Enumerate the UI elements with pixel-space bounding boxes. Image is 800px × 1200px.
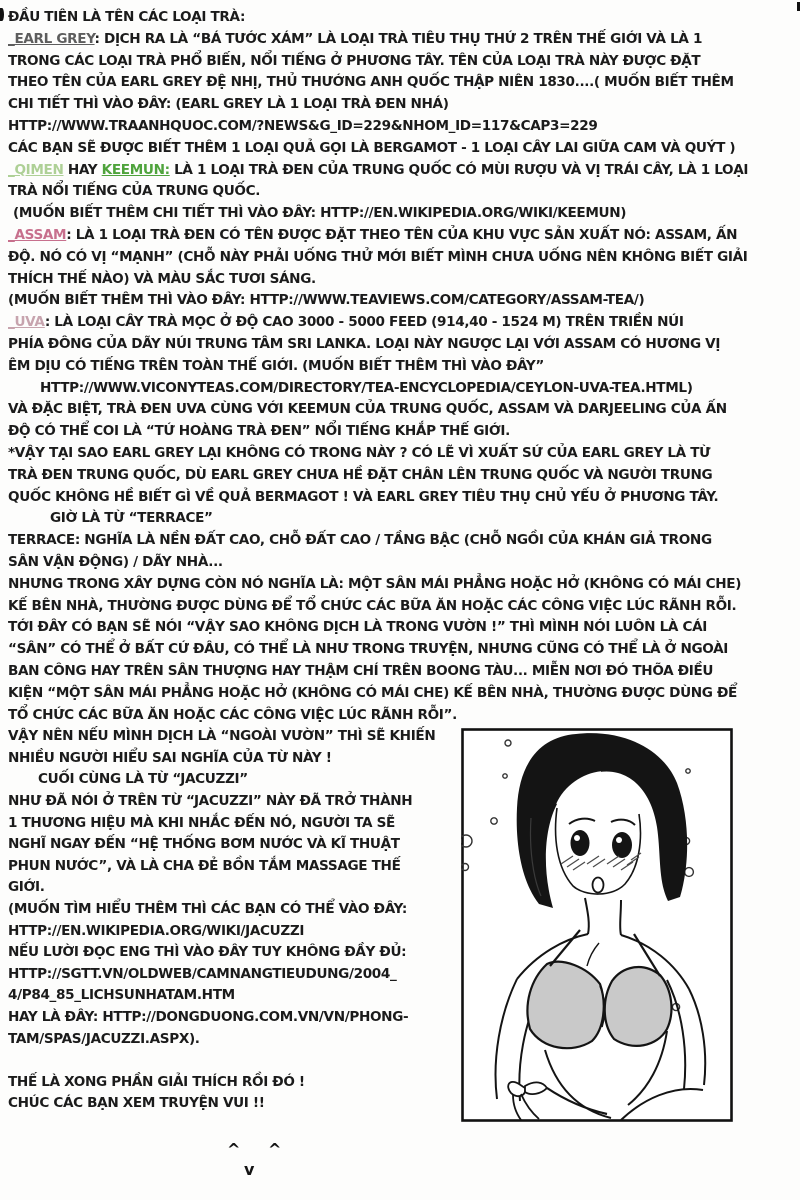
text-segment: 4/P84_85_LICHSUNHATAM.HTM xyxy=(8,987,235,1004)
text-segment: NGHĨ NGAY ĐẾN “HỆ THỐNG BƠM NƯỚC VÀ KĨ THUẬT xyxy=(8,836,400,853)
text-line xyxy=(8,72,792,94)
text-line xyxy=(8,334,792,356)
text-line xyxy=(8,138,792,160)
text-segment: THẾ LÀ XONG PHẦN GIẢI THÍCH RỒI ĐÓ ! xyxy=(8,1073,305,1090)
vee-mark: v xyxy=(244,1160,255,1180)
text-line xyxy=(8,899,453,921)
tea-name-label: _ASSAM xyxy=(8,226,67,243)
text-segment: HTTP://SGTT.VN/OLDWEB/CAMNANGTIEUDUNG/2004_ xyxy=(8,965,397,982)
text-segment: ÊM DỊU CÓ TIẾNG TRÊN TOÀN THẾ GIỚI. (MUỐN BIẾT THÊM THÌ VÀO ĐÂY” xyxy=(8,357,544,374)
section-a-lines xyxy=(8,7,792,726)
caret-right: ^ xyxy=(268,1140,282,1160)
text-segment: “SÂN” CÓ THỂ Ở BẤT CỨ ĐÂU, CÓ THỂ LÀ NHƯ TRONG TRUYỆN, NHƯNG CŨNG CÓ THỂ LÀ Ở NGOÀI xyxy=(8,641,729,658)
text-line xyxy=(8,617,792,639)
text-segment: TỚI ĐÂY CÓ BẠN SẼ NÓI “VẬY SAO KHÔNG DỊCH LÀ TRONG VƯỜN !” THÌ MÌNH NÓI LUÔN LÀ CÁI xyxy=(8,619,707,636)
text-segment: TỔ CHỨC CÁC BỮA ĂN HOẶC CÁC CÔNG VIỆC LÚC RÃNH RỖI”. xyxy=(8,706,457,723)
text-segment: CHÚC CÁC BẠN XEM TRUYỆN VUI !! xyxy=(8,1095,265,1112)
text-segment: 1 THƯƠNG HIỆU MÀ KHI NHẮC ĐẾN NÓ, NGƯỜI TA SẼ xyxy=(8,814,395,831)
text-line xyxy=(8,748,453,770)
text-segment: GIỜ LÀ TỪ “TERRACE” xyxy=(50,510,213,527)
text-line xyxy=(8,530,792,552)
text-line xyxy=(8,921,453,943)
text-segment: BAN CÔNG HAY TRÊN SÂN THƯỢNG HAY THẬM CHÍ TRÊN BOONG TÀU... MIỄN NƠI ĐÓ THÕA ĐIỀU xyxy=(8,662,714,679)
text-segment: PHÍA ĐÔNG CỦA DÃY NÚI TRUNG TÂM SRI LANKA. LOẠI NÀY NGƯỢC LẠI VỚI ASSAM CÓ HƯƠNG VỊ xyxy=(8,335,721,352)
text-segment: HAY LÀ ĐÂY: HTTP://DONGDUONG.COM.VN/VN/PHONG- xyxy=(8,1009,409,1026)
text-line xyxy=(8,94,792,116)
text-line xyxy=(8,160,792,182)
text-segment: *VẬY TẠI SAO EARL GREY LẠI KHÔNG CÓ TRONG NÀY ? CÓ LẼ VÌ XUẤT SỨ CỦA EARL GREY LÀ TỪ xyxy=(8,444,711,461)
text-segment: TRÀ ĐEN TRUNG QUỐC, DÙ EARL GREY CHƯA HỀ ĐẶT CHÂN LÊN TRUNG QUỐC VÀ NGƯỜI TRUNG xyxy=(8,466,713,483)
text-line xyxy=(8,443,792,465)
text-line xyxy=(8,29,792,51)
text-line xyxy=(8,312,792,334)
text-line xyxy=(8,487,792,509)
text-segment: PHUN NƯỚC”, VÀ LÀ CHA ĐẺ BỒN TẮM MASSAGE THẾ xyxy=(8,857,401,874)
text-segment: GIỚI. xyxy=(8,879,45,896)
text-line xyxy=(8,1093,453,1115)
text-line xyxy=(8,203,792,225)
scan-artifact xyxy=(0,8,4,21)
text-segment: ĐỘ. NÓ CÓ VỊ “MẠNH” (CHỖ NÀY PHẢI UỐNG THỬ MỚI BIẾT MÌNH CHƯA UỐNG NÊN KHÔNG BIẾT GIẢI xyxy=(8,248,748,265)
text-segment: NHƯ ĐÃ NÓI Ở TRÊN TỪ “JACUZZI” NÀY ĐÃ TRỞ THÀNH xyxy=(8,793,413,810)
text-segment: HTTP://WWW.TRAANHQUOC.COM/?NEWS&G_ID=229&NHOM_ID=117&CAP3=229 xyxy=(8,117,598,134)
text-line xyxy=(8,705,792,727)
section-b-lines xyxy=(8,726,453,1115)
panel-border xyxy=(463,730,732,1121)
text-segment: VÀ ĐẶC BIỆT, TRÀ ĐEN UVA CÙNG VỚI KEEMUN CỦA TRUNG QUỐC, ASSAM VÀ DARJEELING CỦA ẤN xyxy=(8,401,727,418)
text-segment: CUỐI CÙNG LÀ TỪ “JACUZZI” xyxy=(38,771,248,788)
text-line xyxy=(8,1029,453,1051)
tea-name-label: _QIMEN xyxy=(8,161,64,178)
text-segment: ĐẦU TIÊN LÀ TÊN CÁC LOẠI TRÀ: xyxy=(8,9,246,25)
text-line xyxy=(8,877,453,899)
caret-left: ^ xyxy=(227,1140,241,1160)
text-segment: CÁC BẠN SẼ ĐƯỢC BIẾT THÊM 1 LOẠI QUẢ GỌI LÀ BERGAMOT - 1 LOẠI CÂY LAI GIỮA CAM VÀ QUÝT ) xyxy=(8,139,736,156)
bottom-columns xyxy=(8,726,792,1122)
text-segment: : DỊCH RA LÀ “BÁ TƯỚC XÁM” LÀ LOẠI TRÀ TIÊU THỤ THỨ 2 TRÊN THẾ GIỚI VÀ LÀ 1 xyxy=(94,30,703,47)
text-line xyxy=(8,726,453,748)
text-segment: NẾU LƯỜI ĐỌC ENG THÌ VÀO ĐÂY TUY KHÔNG ĐẦY ĐỦ: xyxy=(8,944,407,961)
text-line xyxy=(8,269,792,291)
text-line xyxy=(8,290,792,312)
text-line xyxy=(8,421,792,443)
text-segment: TRÀ NỔI TIẾNG CỦA TRUNG QUỐC. xyxy=(8,183,261,200)
text-line xyxy=(8,399,792,421)
tea-name-label: _UVA xyxy=(8,314,45,331)
text-line xyxy=(8,116,792,138)
text-line xyxy=(8,51,792,73)
text-line xyxy=(8,596,792,618)
text-segment: (MUỐN BIẾT THÊM CHI TIẾT THÌ VÀO ĐÂY: HTTP://EN.WIKIPEDIA.ORG/WIKI/KEEMUN) xyxy=(13,205,627,222)
text-segment: (MUỐN BIẾT THÊM THÌ VÀO ĐÂY: HTTP://WWW.TEAVIEWS.COM/CATEGORY/ASSAM-TEA/) xyxy=(8,292,645,309)
text-segment: : LÀ 1 LOẠI TRÀ ĐEN CÓ TÊN ĐƯỢC ĐẶT THEO TÊN CỦA KHU VỰC SẢN XUẤT NÓ: ASSAM, ẤN xyxy=(66,226,738,243)
text-line xyxy=(8,552,792,574)
text-line xyxy=(8,769,453,791)
illustration-panel xyxy=(461,728,733,1122)
text-line xyxy=(8,225,792,247)
text-segment: KẾ BÊN NHÀ, THƯỜNG ĐƯỢC DÙNG ĐỂ TỔ CHỨC CÁC BỮA ĂN HOẶC CÁC CÔNG VIỆC LÚC RÃNH RỖI. xyxy=(8,597,737,614)
text-segment: THEO TÊN CỦA EARL GREY ĐỆ NHỊ, THỦ THƯỚNG ANH QUỐC THẬP NIÊN 1830....( MUỐN BIẾT THÊM xyxy=(8,74,734,91)
text-line xyxy=(8,661,792,683)
text-segment: TRONG CÁC LOẠI TRÀ PHỔ BIẾN, NỔI TIẾNG Ở PHƯƠNG TÂY. TÊN CỦA LOẠI TRÀ NÀY ĐƯỢC ĐẶT xyxy=(8,52,701,69)
text-segment: HTTP://EN.WIKIPEDIA.ORG/WIKI/JACUZZI xyxy=(8,922,305,939)
text-line xyxy=(8,813,453,835)
text-line xyxy=(8,465,792,487)
text-line xyxy=(8,985,453,1007)
text-line xyxy=(8,683,792,705)
text-line xyxy=(8,942,453,964)
text-segment: TERRACE: NGHĨA LÀ NỀN ĐẤT CAO, CHỖ ĐẤT CAO / TẦNG BẬC (CHỖ NGỒI CỦA KHÁN GIẢ TRONG xyxy=(8,532,712,549)
text-segment: NHIỀU NGƯỜI HIỂU SAI NGHĨA CỦA TỪ NÀY ! xyxy=(8,749,332,766)
text-segment: KIỆN “MỘT SÂN MÁI PHẲNG HOẶC HỞ (KHÔNG CÓ MÁI CHE) KẾ BÊN NHÀ, THƯỜNG ĐƯỢC DÙNG ĐỂ xyxy=(8,684,737,701)
text-segment: HAY xyxy=(63,161,102,178)
tea-name-label: _EARL GREY xyxy=(8,30,95,47)
text-segment: SÂN VẬN ĐỘNG) / DÃY NHÀ... xyxy=(8,553,223,570)
text-line xyxy=(8,1007,453,1029)
text-segment: TAM/SPAS/JACUZZI.ASPX). xyxy=(8,1030,200,1047)
text-line xyxy=(8,856,453,878)
text-line xyxy=(8,834,453,856)
text-segment: HTTP://WWW.VICONYTEAS.COM/DIRECTORY/TEA-ENCYCLOPEDIA/CEYLON-UVA-TEA.HTML) xyxy=(40,379,693,396)
text-line xyxy=(8,356,792,378)
text-line xyxy=(8,574,792,596)
text-line xyxy=(8,1072,453,1094)
text-segment: NHƯNG TRONG XÂY DỰNG CÒN NÓ NGHĨA LÀ: MỘT SÂN MÁI PHẲNG HOẶC HỞ (KHÔNG CÓ MÁI CHE) xyxy=(8,575,742,592)
text-segment: CHI TIẾT THÌ VÀO ĐÂY: (EARL GREY LÀ 1 LOẠI TRÀ ĐEN NHÁ) xyxy=(8,96,449,113)
text-segment: (MUỐN TÌM HIỂU THÊM THÌ CÁC BẠN CÓ THỂ VÀO ĐÂY: xyxy=(8,901,407,918)
text-line xyxy=(8,378,792,400)
text-segment: VẬY NÊN NẾU MÌNH DỊCH LÀ “NGOÀI VƯỜN” THÌ SẼ KHIẾN xyxy=(8,728,436,745)
text-line xyxy=(8,508,792,530)
footer-emoticon xyxy=(8,1138,792,1198)
text-line xyxy=(8,639,792,661)
text-segment: QUỐC KHÔNG HỀ BIẾT GÌ VỀ QUẢ BERMAGOT ! VÀ EARL GREY TIÊU THỤ CHỦ YẾU Ở PHƯƠNG TÂY. xyxy=(8,488,719,505)
text-line xyxy=(8,791,453,813)
text-segment: LÀ 1 LOẠI TRÀ ĐEN CỦA TRUNG QUỐC CÓ MÙI RƯỢU VÀ VỊ TRÁI CÂY, LÀ 1 LOẠI xyxy=(169,161,749,178)
tea-name-label: KEEMUN: xyxy=(101,161,170,178)
text-segment: THÍCH THẾ NÀO) VÀ MÀU SẮC TƯƠI SÁNG. xyxy=(8,270,316,287)
text-line xyxy=(8,1050,453,1072)
text-segment: ĐỘ CÓ THỂ COI LÀ “TỨ HOÀNG TRÀ ĐEN” NỔI TIẾNG KHẮP THẾ GIỚI. xyxy=(8,423,510,440)
text-line xyxy=(8,181,792,203)
text-segment: : LÀ LOẠI CÂY TRÀ MỌC Ở ĐỘ CAO 3000 - 5000 FEED (914,40 - 1524 M) TRÊN TRIỀN NÚI xyxy=(44,314,684,331)
manga-illustration xyxy=(461,728,733,1122)
text-line xyxy=(8,964,453,986)
text-line xyxy=(8,7,792,29)
text-line xyxy=(8,247,792,269)
